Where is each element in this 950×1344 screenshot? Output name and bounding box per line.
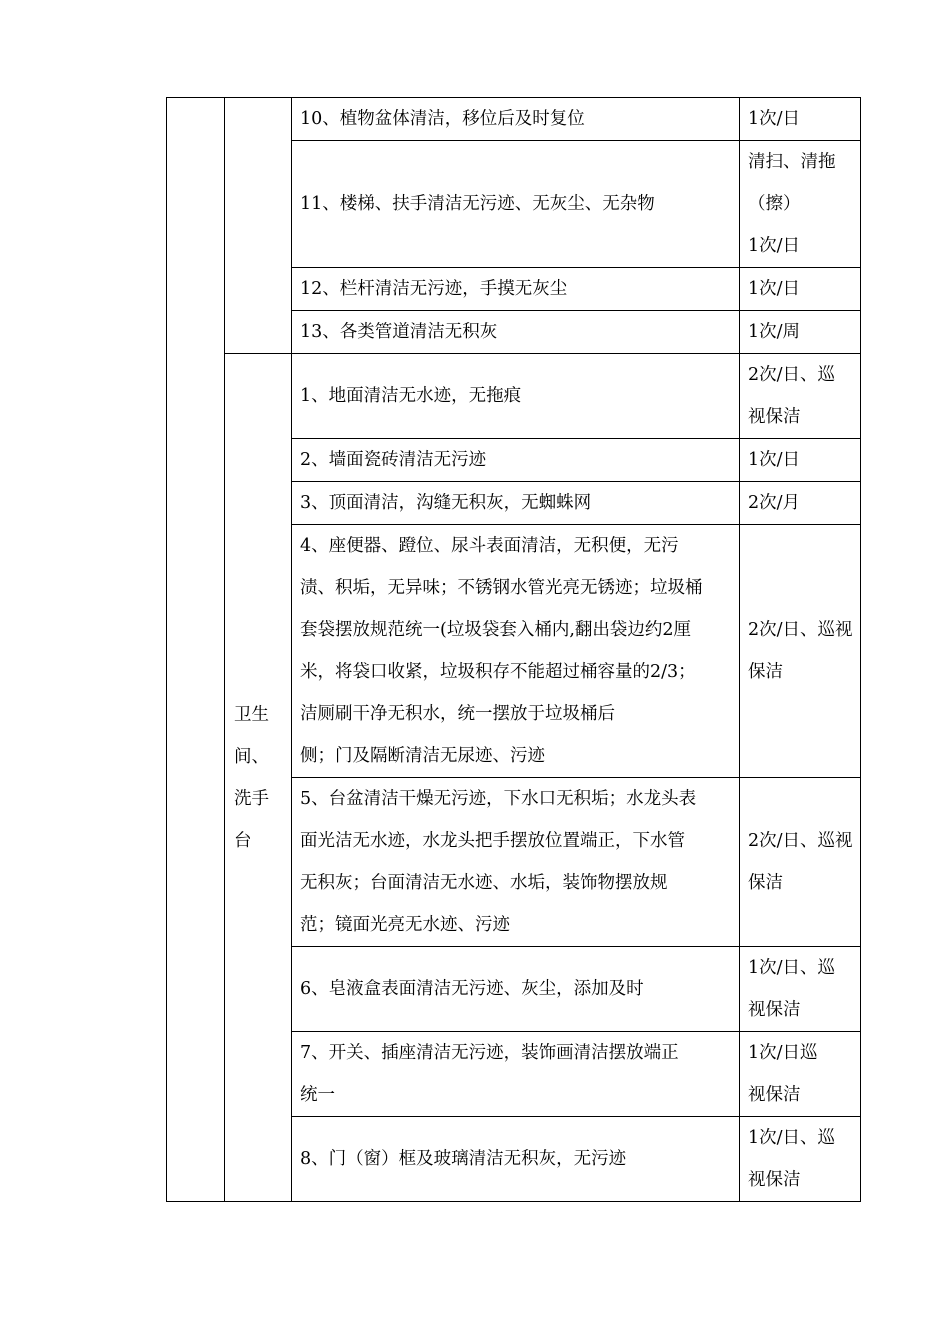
item-cell: 6、皂液盒表面清洁无污迹、灰尘，添加及时 xyxy=(292,947,740,1032)
frequency-cell: 1次/日、巡 视保洁 xyxy=(740,1117,861,1202)
table-row xyxy=(167,354,861,439)
frequency-cell: 2次/日、巡视 保洁 xyxy=(740,525,861,778)
item-cell: 5、台盆清洁干燥无污迹，下水口无积垢；水龙头表 面光洁无水迹，水龙头把手摆放位置端正，下水管 无积灰；台面清洁无水迹、水垢，装饰物摆放规 范；镜面光亮无水迹、污迹 xyxy=(292,778,740,947)
frequency-cell: 2次/月 xyxy=(740,482,861,525)
item-cell: 7、开关、插座清洁无污迹，装饰画清洁摆放端正 统一 xyxy=(292,1032,740,1117)
item-cell: 13、各类管道清洁无积灰 xyxy=(292,311,740,354)
category-cell xyxy=(225,98,292,354)
item-cell: 3、顶面清洁，沟缝无积灰，无蜘蛛网 xyxy=(292,482,740,525)
item-cell: 2、墙面瓷砖清洁无污迹 xyxy=(292,439,740,482)
frequency-cell: 1次/日、巡 视保洁 xyxy=(740,947,861,1032)
item-cell: 1、地面清洁无水迹，无拖痕 xyxy=(292,354,740,439)
item-cell: 10、植物盆体清洁，移位后及时复位 xyxy=(292,98,740,141)
frequency-cell: 清扫、清拖 （擦） 1次/日 xyxy=(740,141,861,268)
item-cell: 8、门（窗）框及玻璃清洁无积灰，无污迹 xyxy=(292,1117,740,1202)
frequency-cell: 1次/日 xyxy=(740,98,861,141)
frequency-cell: 1次/日 xyxy=(740,439,861,482)
frequency-cell: 2次/日、巡 视保洁 xyxy=(740,354,861,439)
item-cell: 4、座便器、蹬位、尿斗表面清洁，无积便，无污 渍、积垢，无异味；不锈钢水管光亮无锈迹；垃圾桶 套袋摆放规范统一(垃圾袋套入桶内,翻出袋边约2厘 米，将袋口收紧，垃圾积存不能超过桶容量的2/3； 洁厕刷干净无积水，统一摆放于垃圾桶后 侧；门及隔断清洁无尿迹、污迹 xyxy=(292,525,740,778)
frequency-cell: 1次/日 xyxy=(740,268,861,311)
item-cell: 12、栏杆清洁无污迹，手摸无灰尘 xyxy=(292,268,740,311)
category-cell: 卫生 间、 洗手 台 xyxy=(225,354,292,1202)
cleaning-standards-table xyxy=(166,97,861,1202)
frequency-cell: 1次/日巡 视保洁 xyxy=(740,1032,861,1117)
table-row xyxy=(167,98,861,141)
item-cell: 11、楼梯、扶手清洁无污迹、无灰尘、无杂物 xyxy=(292,141,740,268)
frequency-cell: 2次/日、巡视 保洁 xyxy=(740,778,861,947)
section-column xyxy=(167,98,225,1202)
frequency-cell: 1次/周 xyxy=(740,311,861,354)
